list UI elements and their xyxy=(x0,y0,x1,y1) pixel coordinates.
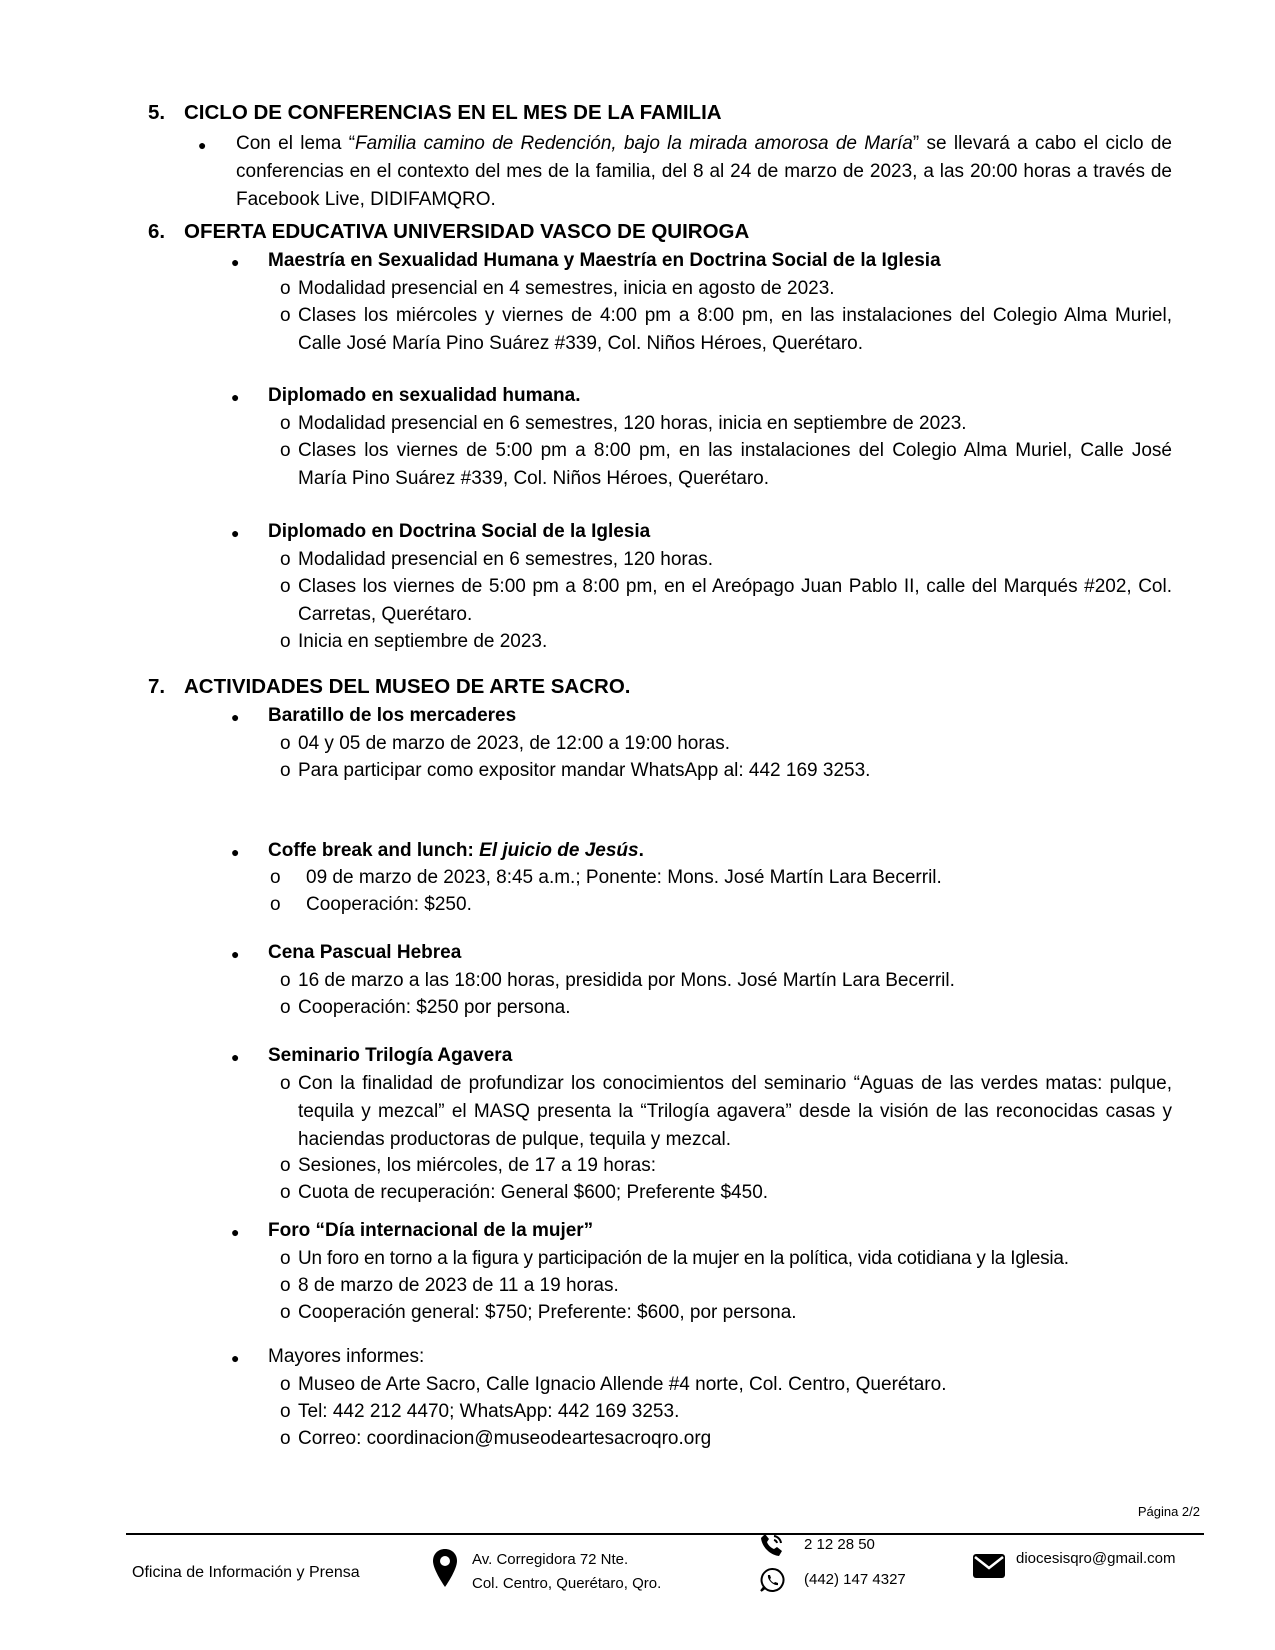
list-item: o Un foro en torno a la figura y participación de la mujer en la política, vida cotidiana y la Iglesia. xyxy=(280,1248,1069,1269)
location-pin-icon xyxy=(432,1548,458,1594)
item-heading: Diplomado en sexualidad humana. xyxy=(268,385,581,406)
mail-icon xyxy=(972,1553,1006,1585)
bullet: ● xyxy=(231,844,240,860)
list-item: o Cuota de recuperación: General $600; Preferente $450. xyxy=(280,1182,769,1203)
list-item: o Para participar como expositor mandar WhatsApp al: 442 169 3253. xyxy=(280,760,871,781)
bullet: ● xyxy=(231,254,240,270)
list-item: o Cooperación: $250. xyxy=(270,894,472,915)
list-item: o Clases los viernes de 5:00 pm a 8:00 pm, en el Areópago Juan Pablo II, calle del Marqués #202, Col. Carretas, Querétaro. xyxy=(280,576,1172,625)
bullet: ● xyxy=(231,525,240,541)
footer-divider xyxy=(126,1533,1204,1535)
item-heading: Seminario Trilogía Agavera xyxy=(268,1045,513,1066)
item-heading: Coffe break and lunch: El juicio de Jesús. xyxy=(268,840,644,861)
page-number: Página 2/2 xyxy=(1137,1504,1200,1519)
whatsapp-icon xyxy=(759,1567,785,1599)
list-item: o Correo: coordinacion@museodeartesacroqro.org xyxy=(280,1428,712,1449)
list-item: o Museo de Arte Sacro, Calle Ignacio Allende #4 norte, Col. Centro, Querétaro. xyxy=(280,1374,947,1395)
section-7-title: 7. ACTIVIDADES DEL MUSEO DE ARTE SACRO. xyxy=(148,675,631,698)
section-5-paragraph: Con el lema “Familia camino de Redención, bajo la mirada amorosa de María” se llevará a cabo el ciclo de conferencias en el contexto del mes de la familia, del 8 al 24 de marzo de 2023, a las 20:00 horas a través de Facebook Live, DIDIFAMQRO. xyxy=(236,133,1172,210)
item-heading: Baratillo de los mercaderes xyxy=(268,705,517,726)
list-item: o Tel: 442 212 4470; WhatsApp: 442 169 3253. xyxy=(280,1401,680,1422)
bullet: ● xyxy=(231,389,240,405)
list-item: o Inicia en septiembre de 2023. xyxy=(280,631,548,652)
bullet: ● xyxy=(231,1224,240,1240)
item-heading: Diplomado en Doctrina Social de la Iglesia xyxy=(268,521,651,542)
footer-address-line2: Col. Centro, Querétaro, Qro. xyxy=(472,1575,662,1592)
footer-email[interactable]: diocesisqro@gmail.com xyxy=(1016,1550,1176,1567)
section-5-title: 5. CICLO DE CONFERENCIAS EN EL MES DE LA FAMILIA xyxy=(148,101,722,124)
footer-whatsapp: (442) 147 4327 xyxy=(804,1571,906,1588)
bullet: ● xyxy=(198,137,207,153)
footer-phone: 2 12 28 50 xyxy=(804,1536,875,1553)
list-item: o Clases los miércoles y viernes de 4:00 pm a 8:00 pm, en las instalaciones del Colegio Alma Muriel, Calle José María Pino Suárez #339, Col. Niños Héroes, Querétaro. xyxy=(280,305,1172,354)
list-item: o 09 de marzo de 2023, 8:45 a.m.; Ponente: Mons. José Martín Lara Becerril. xyxy=(270,867,942,888)
item-heading: Mayores informes: xyxy=(268,1346,425,1367)
item-heading: Cena Pascual Hebrea xyxy=(268,942,462,963)
bullet: ● xyxy=(231,1350,240,1366)
phone-icon xyxy=(759,1532,785,1564)
list-item: o Con la finalidad de profundizar los conocimientos del seminario “Aguas de las verdes matas: pulque, tequila y mezcal” el MASQ presenta la “Trilogía agavera” desde la visión de las reconocidas casas y haciendas productoras de pulque, tequila y mezcal. xyxy=(280,1073,1172,1150)
list-item: o Clases los viernes de 5:00 pm a 8:00 pm, en las instalaciones del Colegio Alma Muriel, Calle José María Pino Suárez #339, Col. Niños Héroes, Querétaro. xyxy=(280,440,1172,489)
list-item: o Modalidad presencial en 4 semestres, inicia en agosto de 2023. xyxy=(280,278,835,299)
section-6-title: 6. OFERTA EDUCATIVA UNIVERSIDAD VASCO DE QUIROGA xyxy=(148,220,750,243)
item-heading: Maestría en Sexualidad Humana y Maestría en Doctrina Social de la Iglesia xyxy=(268,250,941,271)
list-item: o 16 de marzo a las 18:00 horas, presidida por Mons. José Martín Lara Becerril. xyxy=(280,970,955,991)
list-item: o Modalidad presencial en 6 semestres, 120 horas, inicia en septiembre de 2023. xyxy=(280,413,967,434)
list-item: o Modalidad presencial en 6 semestres, 120 horas. xyxy=(280,549,714,570)
item-heading: Foro “Día internacional de la mujer” xyxy=(268,1220,594,1241)
footer-address-line1: Av. Corregidora 72 Nte. xyxy=(472,1551,629,1568)
list-item: o 04 y 05 de marzo de 2023, de 12:00 a 19:00 horas. xyxy=(280,733,731,754)
bullet: ● xyxy=(231,709,240,725)
bullet: ● xyxy=(231,1049,240,1065)
list-item: o Sesiones, los miércoles, de 17 a 19 horas: xyxy=(280,1155,657,1176)
list-item: o 8 de marzo de 2023 de 11 a 19 horas. xyxy=(280,1275,619,1296)
footer-office: Oficina de Información y Prensa xyxy=(132,1564,360,1581)
list-item: o Cooperación general: $750; Preferente: $600, por persona. xyxy=(280,1302,797,1323)
list-item: o Cooperación: $250 por persona. xyxy=(280,997,571,1018)
bullet: ● xyxy=(231,946,240,962)
